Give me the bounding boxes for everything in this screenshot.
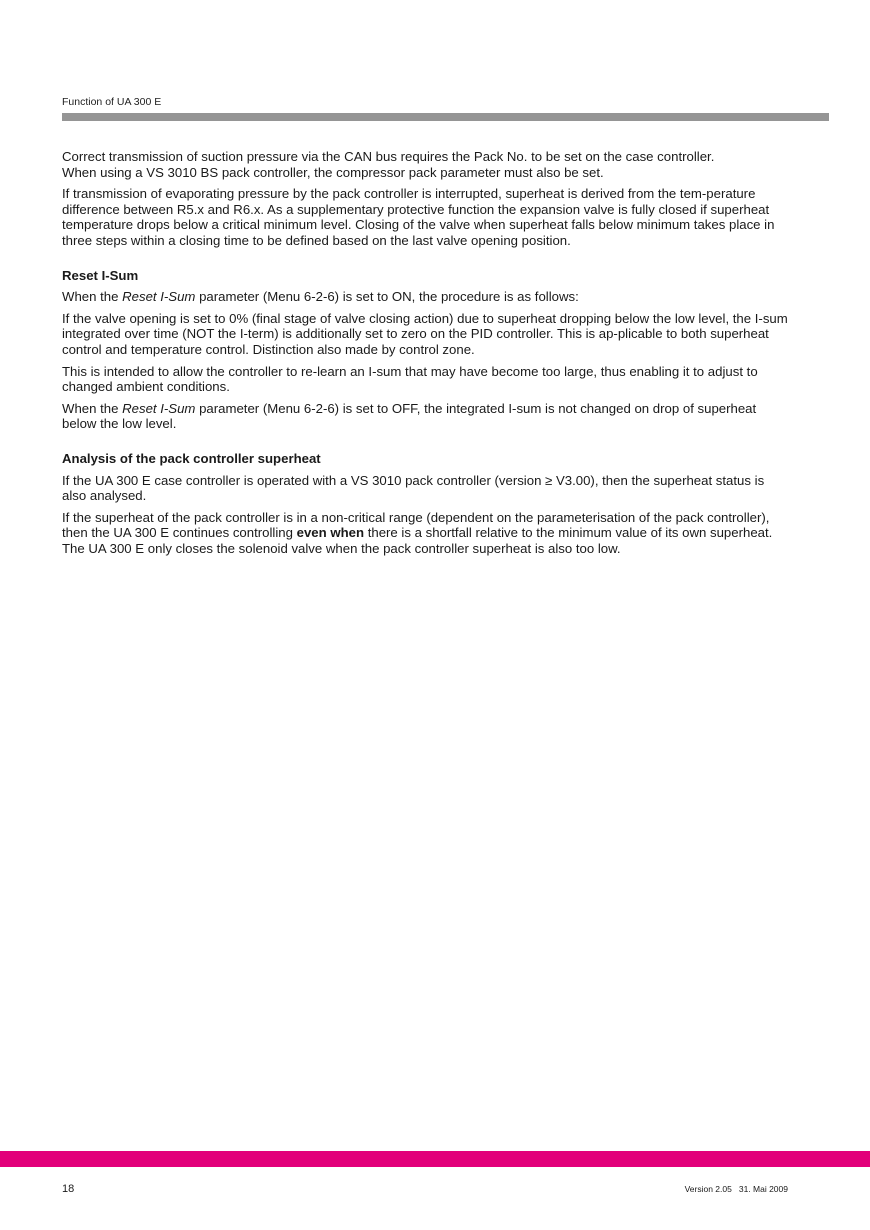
- paragraph-transmission-interrupted: If transmission of evaporating pressure by the pack controller is interrupted, superheat is derived from the tem-perature difference between R5.x and R6.x. As a supplementary protective function the expansion valve is fully closed if superheat temperature drops below a critical minimum level. Closing of the valve when superheat falls below minimum takes place in three steps within a closing time to be defined based on the last valve opening position.: [62, 186, 775, 248]
- parameter-name: Reset I-Sum: [122, 289, 196, 305]
- text-run: parameter (Menu 6-2-6) is set to OFF, the integrated I-sum is not changed on drop of superheat below the low level.: [62, 400, 757, 432]
- paragraph-line: When using a VS 3010 BS pack controller, the compressor pack parameter must also be set.: [62, 164, 604, 180]
- section-heading-reset-i-sum: Reset I-Sum: [62, 267, 139, 283]
- paragraph-non-critical-range: [62, 510, 790, 557]
- page-number: 18: [62, 1183, 75, 1195]
- text-run: If the superheat of the pack controller is in a non-critical range (dependent on the parameterisation of the pack controller), then the UA 300 E continues controlling: [62, 509, 770, 541]
- footer-band: [0, 1151, 870, 1167]
- version-label: Version 2.05: [684, 1184, 732, 1194]
- paragraph-reset-on: [62, 289, 790, 305]
- text-run: When the: [62, 289, 123, 305]
- parameter-name: Reset I-Sum: [122, 400, 196, 416]
- text-run: parameter (Menu 6-2-6) is set to ON, the procedure is as follows:: [195, 289, 579, 305]
- version-info: [685, 1184, 788, 1194]
- paragraph-pack-analysis: If the UA 300 E case controller is operated with a VS 3010 pack controller (version ≥ V3.00), then the superheat status is also analysed.: [62, 472, 765, 504]
- emphasis-bold: even when: [296, 525, 365, 541]
- section-heading-pack-superheat: Analysis of the pack controller superheat: [62, 450, 321, 466]
- text-run: When the: [62, 400, 123, 416]
- paragraph-reset-off: [62, 401, 790, 432]
- header-rule: [62, 113, 829, 121]
- running-header: Function of UA 300 E: [62, 96, 162, 108]
- text-run: there is a shortfall relative to the minimum value of its own superheat. The UA 300 E only closes the solenoid valve when the pack controller superheat is also too low.: [62, 525, 773, 556]
- paragraph-valve-opening: If the valve opening is set to 0% (final stage of valve closing action) due to superheat dropping below the low level, the I-sum integrated over time (NOT the I-term) is additionally set to zero on the PID controller. This is ap-plicable to both superheat control and temperature control. Distinction also made by control zone.: [62, 310, 788, 357]
- version-date: 31. Mai 2009: [738, 1184, 788, 1194]
- document-body: [62, 149, 790, 562]
- paragraph-can-bus: [62, 149, 790, 180]
- paragraph-line: Correct transmission of suction pressure via the CAN bus requires the Pack No. to be set on the case controller.: [62, 149, 715, 164]
- paragraph-relearn: This is intended to allow the controller to re-learn an I-sum that may have become too large, thus enabling it to adjust to changed ambient conditions.: [62, 363, 758, 395]
